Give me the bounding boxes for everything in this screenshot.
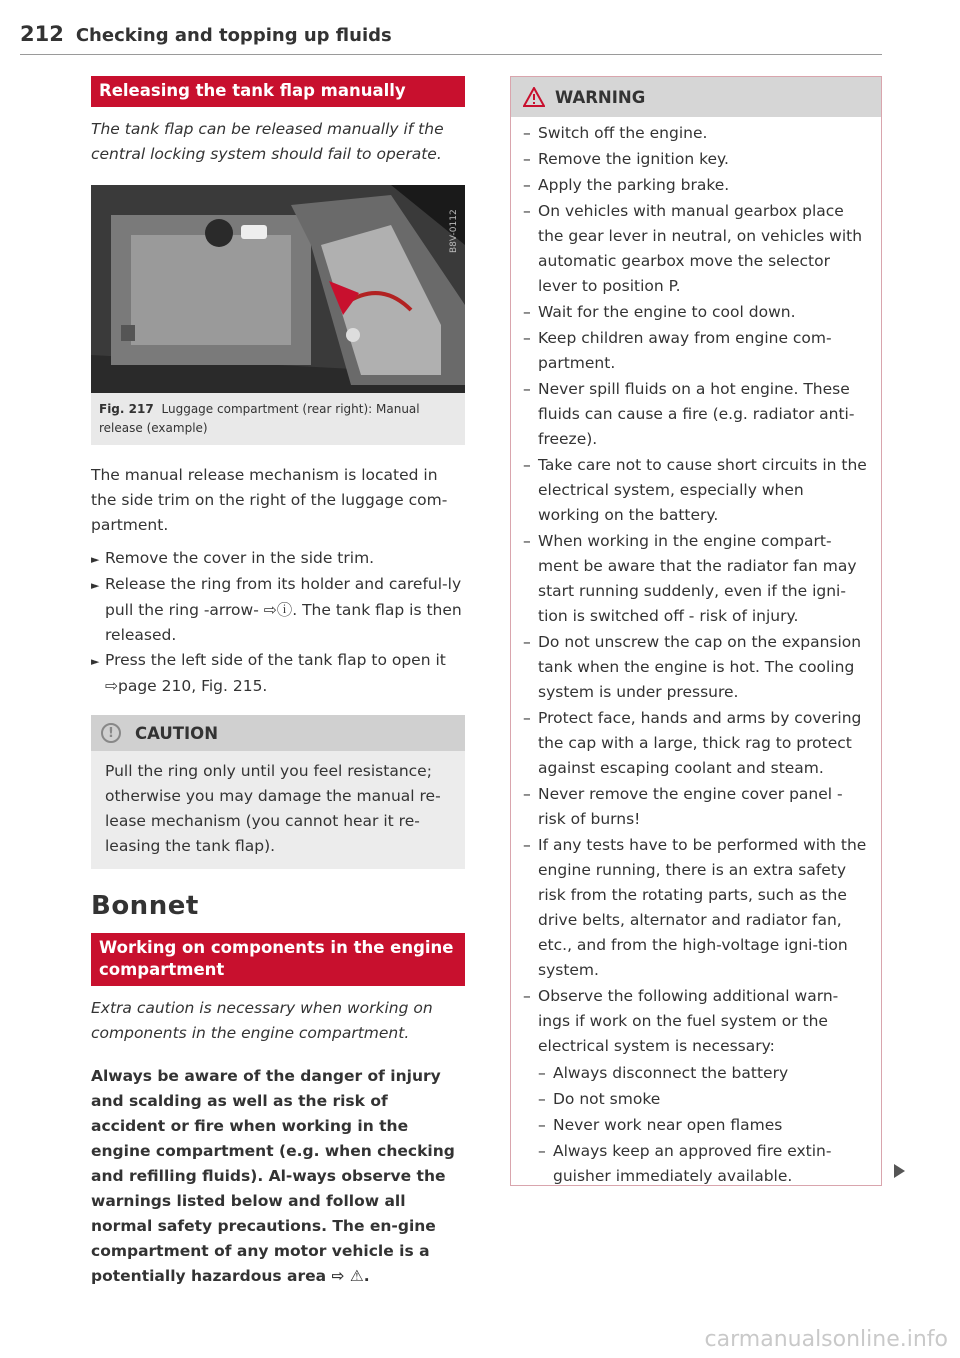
- warning-item-text: Remove the ignition key.: [538, 150, 729, 168]
- warning-sub-list: [538, 1061, 869, 1189]
- luggage-compartment-image: [91, 185, 465, 393]
- warning-item-text: Do not unscrew the cap on the expansion tank when the engine is hot. The cooling system is under pressure.: [538, 633, 862, 701]
- tank-flap-body: The manual release mechanism is located in the side trim on the right of the luggage com-partment.: [91, 466, 448, 534]
- right-column: [510, 76, 882, 1186]
- section-title: Checking and topping up fluids: [75, 25, 392, 46]
- step-text: Press the left side of the tank flap to open it ⇨page 210, Fig. 215.: [105, 651, 446, 695]
- warning-item: – If any tests have to be performed with the engine running, there is an extra safety risk from the rotating parts, such as the drive belts, alternator and radiator fan, etc., and from the high-voltage igni-tion system.: [523, 836, 867, 979]
- figure-217: [91, 185, 465, 445]
- warning-triangle-icon: [523, 87, 545, 107]
- warning-item: – Never remove the engine cover panel - risk of burns!: [523, 785, 843, 828]
- warning-sub-item: – Always disconnect the battery: [538, 1064, 789, 1082]
- caution-header: [91, 715, 465, 751]
- engine-compartment-bold-text: Always be aware of the danger of injury and scalding as well as the risk of accident or fire when working in the engine compartment (e.g. when checking and refilling fluids). Al-ways observe the warnings listed below and follow all normal safety precautions. The en-gine compartment of any motor vehicle is a potentially hazardous area ⇨ ⚠.: [91, 1067, 455, 1285]
- warning-item: – When working in the engine compart-ment be aware that the radiator fan may start running suddenly, even if the igni-tion is switched off - risk of injury.: [523, 532, 857, 625]
- warning-sub-item-text: Never work near open flames: [553, 1116, 783, 1134]
- step-bullet-icon: ►: [91, 579, 100, 592]
- warning-item-text: Apply the parking brake.: [538, 176, 730, 194]
- tank-flap-heading: Releasing the tank flap manually: [91, 76, 465, 107]
- warning-sub-item-text: Do not smoke: [553, 1090, 661, 1108]
- warning-item-text: Keep children away from engine com-partment.: [538, 329, 832, 372]
- warning-item: – Do not unscrew the cap on the expansion tank when the engine is hot. The cooling system is under pressure.: [523, 633, 862, 701]
- warning-item-text: Take care not to cause short circuits in the electrical system, especially when working on the battery.: [538, 456, 867, 524]
- caution-title: CAUTION: [135, 723, 218, 743]
- step-bullet-icon: ►: [91, 553, 100, 566]
- engine-compartment-intro: Extra caution is necessary when working on components in the engine compartment.: [91, 999, 433, 1042]
- step-item: [91, 546, 465, 572]
- warning-item: – Remove the ignition key.: [523, 150, 729, 168]
- luggage-illustration: [91, 185, 465, 393]
- warning-title: WARNING: [555, 87, 646, 107]
- warning-item-text: On vehicles with manual gearbox place the gear lever in neutral, on vehicles with automatic gearbox move the selector lever to position P.: [538, 202, 863, 295]
- footer-watermark: carmanualsonline.info: [704, 1327, 948, 1352]
- warning-item: – Keep children away from engine com-partment.: [523, 329, 832, 372]
- warning-sub-item: – Do not smoke: [538, 1090, 661, 1108]
- warning-item: – Protect face, hands and arms by covering the cap with a large, thick rag to protect against escaping coolant and steam.: [523, 709, 862, 777]
- figure-caption-label: Fig. 217: [99, 402, 154, 416]
- warning-item: – Wait for the engine to cool down.: [523, 303, 796, 321]
- warning-sub-item: – Always keep an approved fire extin-guisher immediately available.: [538, 1142, 832, 1185]
- step-bullet-icon: ►: [91, 655, 100, 668]
- warning-item: – Switch off the engine.: [523, 124, 708, 142]
- warning-item: – On vehicles with manual gearbox place the gear lever in neutral, on vehicles with automatic gearbox move the selector lever to position P.: [523, 202, 863, 295]
- warning-item-text: Protect face, hands and arms by covering the cap with a large, thick rag to protect against escaping coolant and steam.: [538, 709, 862, 777]
- figure-caption-text: Luggage compartment (rear right): Manual release (example): [99, 402, 420, 435]
- figure-caption: [91, 393, 465, 445]
- warning-item-text: Never spill fluids on a hot engine. These fluids can cause a fire (e.g. radiator anti-freeze).: [538, 380, 855, 448]
- warning-item: – Apply the parking brake.: [523, 176, 730, 194]
- tank-flap-intro: The tank flap can be released manually if the central locking system should fail to operate.: [91, 120, 444, 163]
- caution-icon: !: [101, 723, 121, 743]
- engine-compartment-heading: Working on components in the engine compartment: [91, 933, 465, 986]
- warning-sub-item-text: Always keep an approved fire extin-guisher immediately available.: [553, 1142, 832, 1185]
- warning-item: – Observe the following additional warn-ings if work on the fuel system or the electrical system is necessary: – Always disconnect the battery – Do not smoke – Never work near open flames – Always keep an approved fire extin-guisher immediately available.: [523, 984, 869, 1189]
- warning-sub-item-text: Always disconnect the battery: [553, 1064, 789, 1082]
- warning-box: [510, 76, 882, 1186]
- warning-sub-item: – Never work near open flames: [538, 1116, 783, 1134]
- left-column: [91, 76, 465, 1289]
- page-number: 212: [20, 22, 64, 46]
- warning-item: – Never spill fluids on a hot engine. These fluids can cause a fire (e.g. radiator anti-freeze).: [523, 380, 855, 448]
- warning-item-text: When working in the engine compart-ment be aware that the radiator fan may start running suddenly, even if the igni-tion is switched off - risk of injury.: [538, 532, 857, 625]
- warning-list: [511, 117, 881, 1189]
- caution-box: [91, 715, 465, 869]
- tank-flap-steps: [91, 546, 465, 699]
- caution-text: Pull the ring only until you feel resistance; otherwise you may damage the manual re-lease mechanism (you cannot hear it re-leasing the tank flap).: [105, 762, 441, 855]
- step-text: Release the ring from its holder and careful-ly pull the ring -arrow- ⇨ⓘ. The tank flap is then released.: [105, 575, 462, 644]
- bonnet-heading: Bonnet: [91, 891, 199, 921]
- continue-arrow-icon: [894, 1164, 905, 1178]
- warning-header: [511, 77, 881, 117]
- warning-item-text: Observe the following additional warn-ings if work on the fuel system or the electrical system is necessary:: [538, 987, 839, 1055]
- warning-item: – Take care not to cause short circuits in the electrical system, especially when working on the battery.: [523, 456, 867, 524]
- warning-item-text: Wait for the engine to cool down.: [538, 303, 796, 321]
- step-item: [91, 572, 465, 648]
- warning-item-text: Never remove the engine cover panel - risk of burns!: [538, 785, 843, 828]
- warning-item-text: Switch off the engine.: [538, 124, 708, 142]
- step-text: Remove the cover in the side trim.: [105, 549, 375, 567]
- warning-item-text: If any tests have to be performed with the engine running, there is an extra safety risk from the rotating parts, such as the drive belts, alternator and radiator fan, etc., and from the high-voltage igni-tion system.: [538, 836, 867, 979]
- figure-code: B8V-0112: [449, 209, 459, 253]
- step-item: [91, 648, 465, 699]
- page-header: [20, 22, 882, 55]
